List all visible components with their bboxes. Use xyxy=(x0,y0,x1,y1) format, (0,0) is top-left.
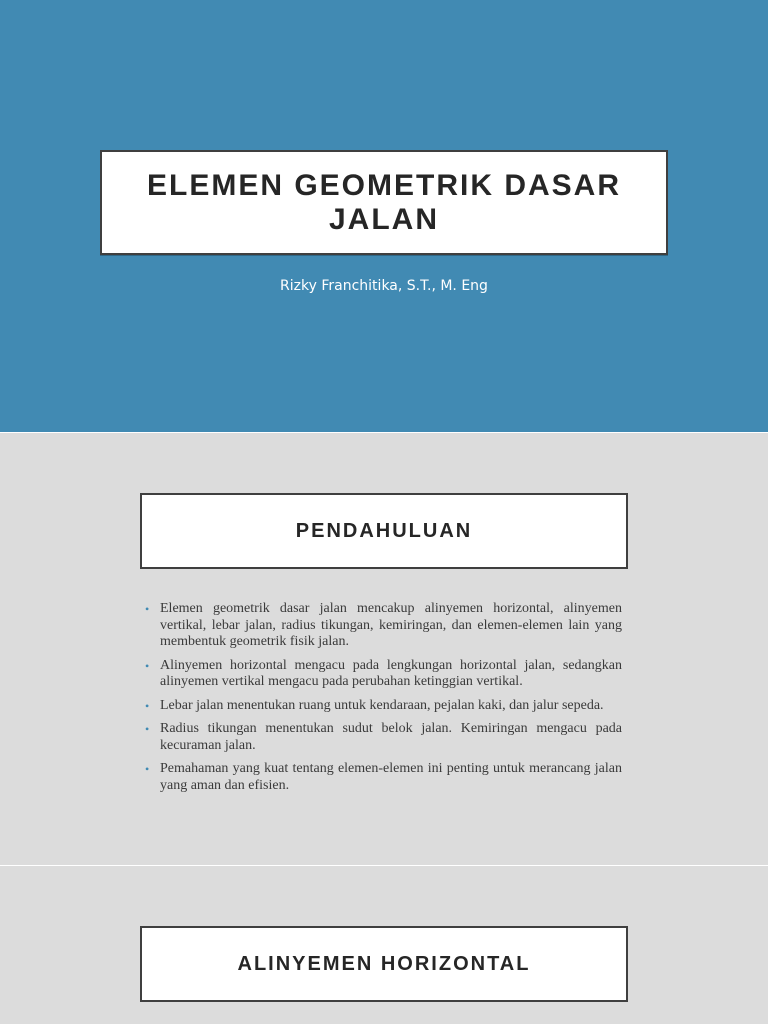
bullet-text: Radius tikungan menentukan sudut belok jalan. Kemiringan mengacu pada kecuraman jalan. xyxy=(160,721,622,753)
bullet-item xyxy=(145,761,622,794)
bullet-text: Alinyemen horizontal mengacu pada lengkungan horizontal jalan, sedangkan alinyemen vertikal mengacu pada perubahan ketinggian vertikal. xyxy=(160,657,622,689)
bullet-list xyxy=(145,601,622,801)
introduction-slide xyxy=(0,433,768,865)
section-heading-box xyxy=(140,493,628,569)
section-heading-box xyxy=(140,926,628,1002)
slide-subtitle: Rizky Franchitika, S.T., M. Eng xyxy=(280,278,488,294)
bullet-dot-icon: • xyxy=(145,698,150,713)
bullet-text: Elemen geometrik dasar jalan mencakup alinyemen horizontal, alinyemen vertikal, lebar jalan, radius tikungan, kemiringan, dan elemen-elemen lain yang membentuk geometrik fisik jalan. xyxy=(160,601,622,649)
title-slide xyxy=(0,0,768,432)
bullet-item xyxy=(145,698,622,715)
bullet-dot-icon: • xyxy=(145,722,150,736)
bullet-dot-icon: • xyxy=(145,658,150,673)
bullet-text: Pemahaman yang kuat tentang elemen-elemen ini penting untuk merancang jalan yang aman dan efisien. xyxy=(160,761,622,793)
bullet-item xyxy=(145,721,622,754)
section-heading: PENDAHULUAN xyxy=(295,519,473,542)
bullet-dot-icon: • xyxy=(145,602,150,616)
title-box xyxy=(100,150,668,255)
bullet-text: Lebar jalan menentukan ruang untuk kendaraan, pejalan kaki, dan jalur sepeda. xyxy=(160,697,604,713)
bullet-item xyxy=(145,601,622,651)
slide-title: ELEMEN GEOMETRIK DASAR JALAN xyxy=(146,168,622,236)
horizontal-alignment-slide xyxy=(0,866,768,1024)
bullet-item xyxy=(145,658,622,691)
section-heading: ALINYEMEN HORIZONTAL xyxy=(237,952,531,975)
bullet-dot-icon: • xyxy=(145,762,150,776)
